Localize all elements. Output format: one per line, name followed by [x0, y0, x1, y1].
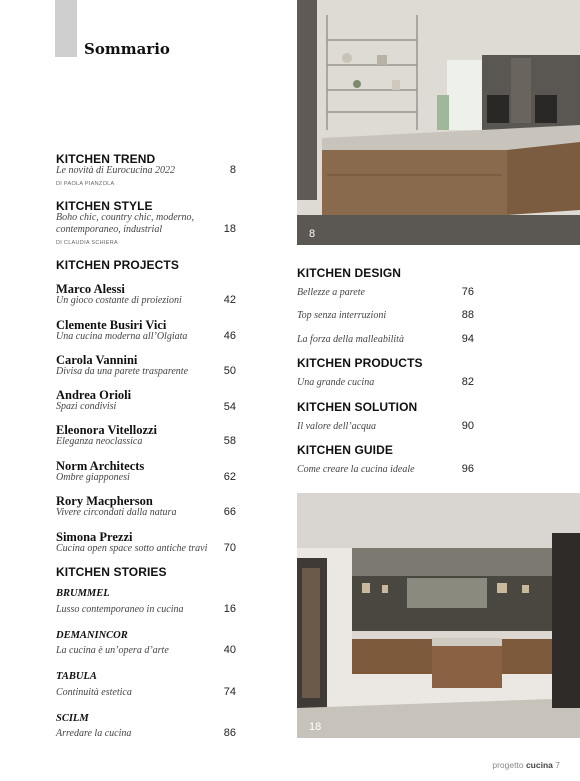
toc-page-number: 40	[223, 644, 236, 656]
toc-page-number: 94	[461, 333, 474, 345]
section-kitchen-style: KITCHEN STYLE	[56, 199, 153, 213]
footer-prefix: progetto	[492, 760, 524, 770]
toc-page-number: 90	[461, 420, 474, 432]
kitchen-illustration	[297, 0, 580, 245]
project-name: Simona Prezzi	[56, 530, 133, 544]
toc-desc: Una grande cucina	[297, 377, 375, 388]
toc-page-number: 76	[461, 286, 474, 298]
section-kitchen-solution: KITCHEN SOLUTION	[297, 400, 418, 414]
section-kitchen-products: KITCHEN PRODUCTS	[297, 356, 423, 370]
toc-desc: Il valore dell’acqua	[297, 421, 377, 432]
story-brand: DEMANINCOR	[56, 630, 128, 641]
page-footer	[492, 760, 560, 770]
toc-page-number: 58	[223, 435, 236, 447]
toc-page-number: 8	[229, 164, 236, 176]
project-desc: Una cucina moderna all’Olgiata	[56, 331, 188, 342]
toc-page-number: 62	[223, 471, 236, 483]
project-name: Clemente Busiri Vici	[56, 318, 167, 332]
toc-page-number: 96	[461, 463, 474, 475]
kitchen-photo-bottom	[297, 493, 580, 738]
project-desc: Cucina open space sotto antiche travi	[56, 543, 208, 554]
project-desc: Vivere circondati dalla natura	[56, 507, 177, 518]
toc-desc: contemporaneo, industrial	[56, 224, 163, 235]
kitchen-photo-top	[297, 0, 580, 245]
toc-page-number: 70	[223, 542, 236, 554]
footer-brand: cucina	[525, 760, 553, 770]
toc-desc: Le novità di Eurocucina 2022	[56, 165, 176, 176]
story-desc: Continuità estetica	[56, 687, 132, 698]
project-name: Carola Vannini	[56, 353, 138, 367]
project-name: Eleonora Vitellozzi	[56, 423, 158, 437]
section-kitchen-trend: KITCHEN TREND	[56, 152, 156, 166]
toc-left-column	[56, 0, 236, 781]
story-brand: SCILM	[56, 713, 89, 724]
toc-desc: Top senza interruzioni	[297, 310, 387, 321]
story-desc: La cucina è un’opera d’arte	[56, 645, 169, 656]
project-name: Marco Alessi	[56, 282, 125, 296]
section-kitchen-design: KITCHEN DESIGN	[297, 266, 402, 280]
toc-page-number: 66	[223, 506, 236, 518]
project-name: Rory Macpherson	[56, 494, 153, 508]
photo-page-number: 18	[309, 721, 322, 733]
toc-page-number: 50	[223, 365, 236, 377]
story-brand: BRUMMEL	[56, 588, 110, 599]
footer-page-number: 7	[555, 760, 560, 770]
project-desc: Un gioco costante di proiezioni	[56, 295, 182, 306]
toc-desc: Boho chic, country chic, moderno,	[56, 212, 195, 223]
toc-author: DI PAOLA PIANZOLA	[56, 181, 115, 187]
toc-author: DI CLAUDIA SCHIERA	[56, 240, 118, 246]
project-desc: Spazi condivisi	[56, 401, 117, 412]
project-desc: Divisa da una parete trasparente	[56, 366, 189, 377]
toc-page-number: 16	[223, 603, 236, 615]
story-desc: Arredare la cucina	[56, 728, 132, 739]
toc-page-number: 46	[223, 330, 236, 342]
page-title: Sommario	[84, 40, 170, 58]
toc-page-number: 74	[223, 686, 236, 698]
section-kitchen-guide: KITCHEN GUIDE	[297, 443, 393, 457]
project-name: Andrea Orioli	[56, 388, 132, 402]
toc-page-number: 42	[223, 294, 236, 306]
toc-page-number: 88	[461, 309, 474, 321]
kitchen-illustration	[297, 493, 580, 738]
project-desc: Ombre giapponesi	[56, 472, 130, 483]
story-brand: TABULA	[56, 671, 97, 682]
toc-page-number: 82	[461, 376, 474, 388]
toc-page-number: 86	[223, 727, 236, 739]
project-name: Norm Architects	[56, 459, 145, 473]
toc-desc: Bellezze a parete	[297, 287, 365, 298]
section-kitchen-projects: KITCHEN PROJECTS	[56, 258, 179, 272]
toc-page-number: 18	[223, 223, 236, 235]
toc-desc: Come creare la cucina ideale	[297, 464, 415, 475]
project-desc: Eleganza neoclassica	[56, 436, 143, 447]
section-kitchen-stories: KITCHEN STORIES	[56, 565, 167, 579]
story-desc: Lusso contemporaneo in cucina	[56, 604, 184, 615]
toc-page-number: 54	[223, 401, 236, 413]
toc-desc: La forza della malleabilità	[297, 334, 404, 345]
photo-page-number: 8	[309, 228, 316, 240]
